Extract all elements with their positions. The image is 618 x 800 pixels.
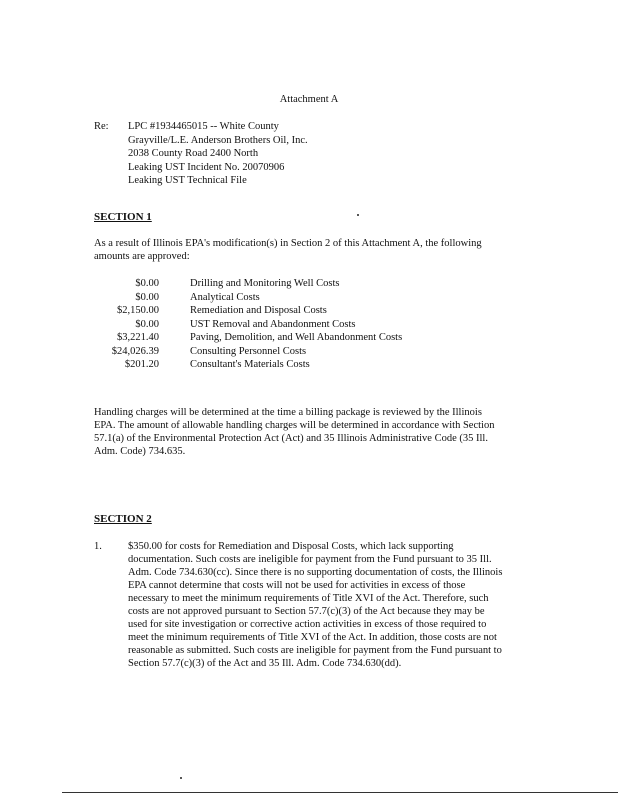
paragraph-line: EPA. The amount of allowable handling charges will be determined in accordance with Section <box>94 420 495 431</box>
re-line-file: Leaking UST Technical File <box>128 175 247 186</box>
section-1-intro <box>94 237 534 263</box>
bottom-rule <box>62 792 618 793</box>
item-number: 1. <box>94 541 102 552</box>
paragraph-line: used for site investigation or corrective action activities in excess of those required to <box>128 619 487 630</box>
attachment-title: Attachment A <box>279 94 339 105</box>
paragraph-line: costs are not approved pursuant to Section 57.7(c)(3) of the Act because they may be <box>128 606 485 617</box>
paragraph-line: 57.1(a) of the Environmental Protection Act (Act) and 35 Illinois Administrative Code (35 Ill. <box>94 433 488 444</box>
paragraph-line: EPA cannot determine that costs will not be used for activities in excess of those <box>128 580 466 591</box>
scan-speck <box>357 214 359 216</box>
section-2-heading: SECTION 2 <box>94 513 152 525</box>
cost-description: Consulting Personnel Costs <box>190 345 307 357</box>
cost-description: Analytical Costs <box>190 291 260 303</box>
re-line-company: Grayville/L.E. Anderson Brothers Oil, Inc. <box>128 134 308 146</box>
re-line-address: 2038 County Road 2400 North <box>128 148 259 159</box>
cost-description: Remediation and Disposal Costs <box>190 305 327 316</box>
re-line-lpc: LPC #1934465015 -- White County <box>128 121 279 132</box>
cost-amount: $3,221.40 <box>117 332 159 343</box>
cost-amount: $24,026.39 <box>111 345 159 357</box>
cost-amount: $0.00 <box>135 318 159 330</box>
re-line-incident: Leaking UST Incident No. 20070906 <box>128 161 285 173</box>
intro-line: amounts are approved: <box>94 251 190 262</box>
paragraph-line: necessary to meet the minimum requirements of Title XVI of the Act. Therefore, such <box>128 593 489 604</box>
item-1-paragraph <box>128 540 568 670</box>
intro-line: As a result of Illinois EPA's modification(s) in Section 2 of this Attachment A, the following <box>94 238 482 249</box>
cost-description: UST Removal and Abandonment Costs <box>190 318 356 330</box>
paragraph-line: Handling charges will be determined at the time a billing package is reviewed by the Illinois <box>94 407 482 418</box>
cost-description: Consultant's Materials Costs <box>190 359 310 370</box>
scan-speck <box>180 777 182 779</box>
paragraph-line: $350.00 for costs for Remediation and Disposal Costs, which lack supporting <box>128 541 454 552</box>
paragraph-line: reasonable as submitted. Such costs are ineligible for payment from the Fund pursuant to <box>128 645 502 656</box>
re-label: Re: <box>94 121 109 132</box>
cost-description: Drilling and Monitoring Well Costs <box>190 278 340 289</box>
cost-description: Paving, Demolition, and Well Abandonment Costs <box>190 332 403 343</box>
paragraph-line: documentation. Such costs are ineligible for payment from the Fund pursuant to 35 Ill. <box>128 554 492 565</box>
paragraph-line: Adm. Code) 734.635. <box>94 446 186 457</box>
cost-amount: $2,150.00 <box>117 305 159 316</box>
section-1-heading: SECTION 1 <box>94 211 152 223</box>
re-block <box>128 120 308 188</box>
handling-charges-paragraph <box>94 406 534 458</box>
cost-amount: $0.00 <box>135 278 159 289</box>
paragraph-line: Adm. Code 734.630(cc). Since there is no supporting documentation of costs, the Illinois <box>128 567 503 578</box>
paragraph-line: Section 57.7(c)(3) of the Act and 35 Ill. Adm. Code 734.630(dd). <box>128 658 402 669</box>
paragraph-line: meet the minimum requirements of Title XVI of the Act. In addition, those costs are not <box>128 632 497 643</box>
cost-amount: $0.00 <box>135 291 159 303</box>
cost-amount: $201.20 <box>124 359 159 370</box>
